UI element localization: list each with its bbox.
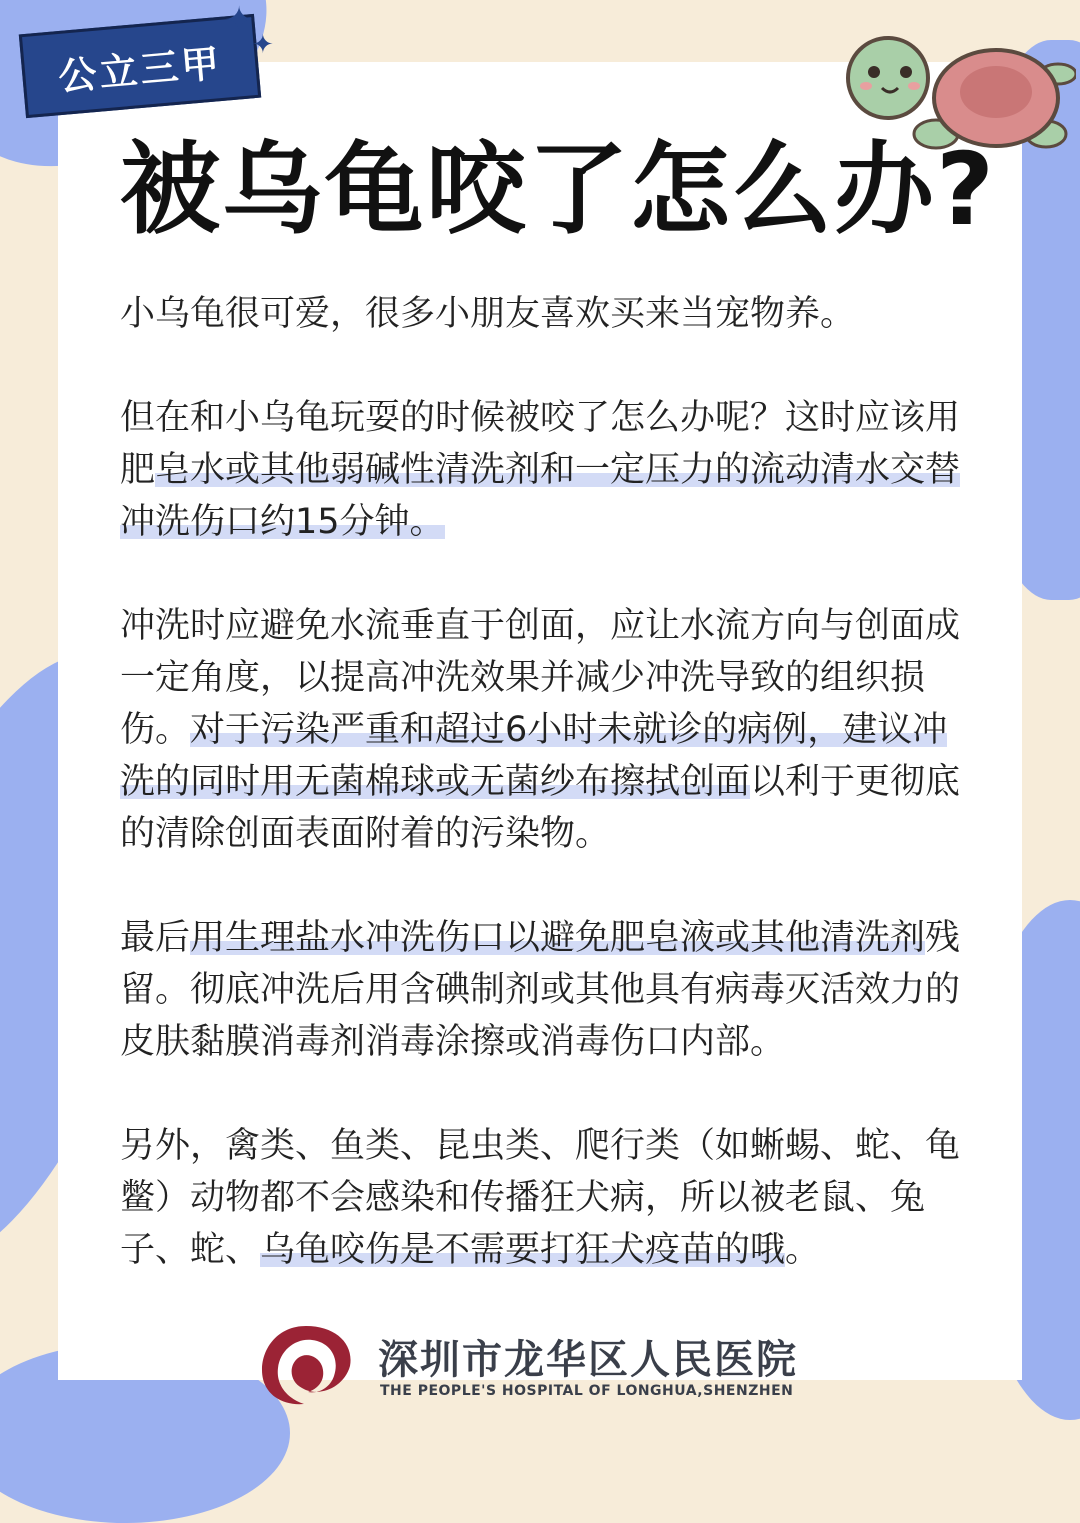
paragraph-text: 但在和小乌龟玩耍的时候被咬了怎么办呢？这时应该用肥: [120, 398, 961, 490]
paragraph-text: 另外，禽类、鱼类、昆虫类、爬行类（如蜥蜴、蛇、龟鳖）动物都不会感染和传播狂犬病，所以被老鼠、兔子、蛇、: [120, 1126, 961, 1270]
hospital-logo: [256, 1318, 356, 1410]
sparkle-icon: ✦: [224, 0, 255, 41]
paragraph-text: 冲洗时应避免水流垂直于创面，应让水流方向与创面成一定角度，以提高冲洗效果并减少冲洗导致的组织损伤。: [120, 606, 961, 750]
sparkle-icon: ✦: [252, 30, 274, 60]
highlighted-text: 皂水或其他弱碱性清洗剂和一定压力的流动清水交替冲洗伤口约15分钟。: [120, 450, 961, 542]
paragraph-text: 。: [785, 1230, 821, 1270]
highlighted-text: 乌龟咬伤是不需要打狂犬疫苗的哦: [260, 1230, 786, 1270]
paragraph: [120, 288, 970, 340]
highlighted-text: 用生理盐水冲洗伤口以避免肥皂液或其他清洗剂: [190, 918, 926, 958]
page-title: 被乌龟咬了怎么办?: [120, 131, 997, 248]
article-body: [120, 288, 970, 1276]
paragraph-text: 小乌龟很可爱，很多小朋友喜欢买来当宠物养。: [120, 294, 856, 334]
paragraph: [120, 912, 970, 1068]
paragraph: [120, 1120, 970, 1276]
paragraph-text: 最后: [120, 918, 191, 958]
hospital-name: 深圳市龙华区人民医院: [378, 1337, 798, 1383]
paragraph-text: 以利于更彻底的清除创面表面附着的污染物。: [120, 762, 961, 854]
badge-label: 公立三甲: [56, 40, 224, 99]
paragraph-text: 残留。彻底冲洗后用含碘制剂或其他具有病毒灭活效力的皮肤黏膜消毒剂消毒涂擦或消毒伤口内部。: [120, 918, 961, 1062]
hospital-name-english: THE PEOPLE'S HOSPITAL OF LONGHUA,SHENZHEN: [380, 1383, 794, 1399]
highlighted-text: 对于污染严重和超过6小时未就诊的病例，建议冲洗的同时用无菌棉球或无菌纱布擦拭创面: [120, 710, 948, 802]
paragraph: [120, 392, 970, 548]
paragraph: [120, 600, 970, 860]
